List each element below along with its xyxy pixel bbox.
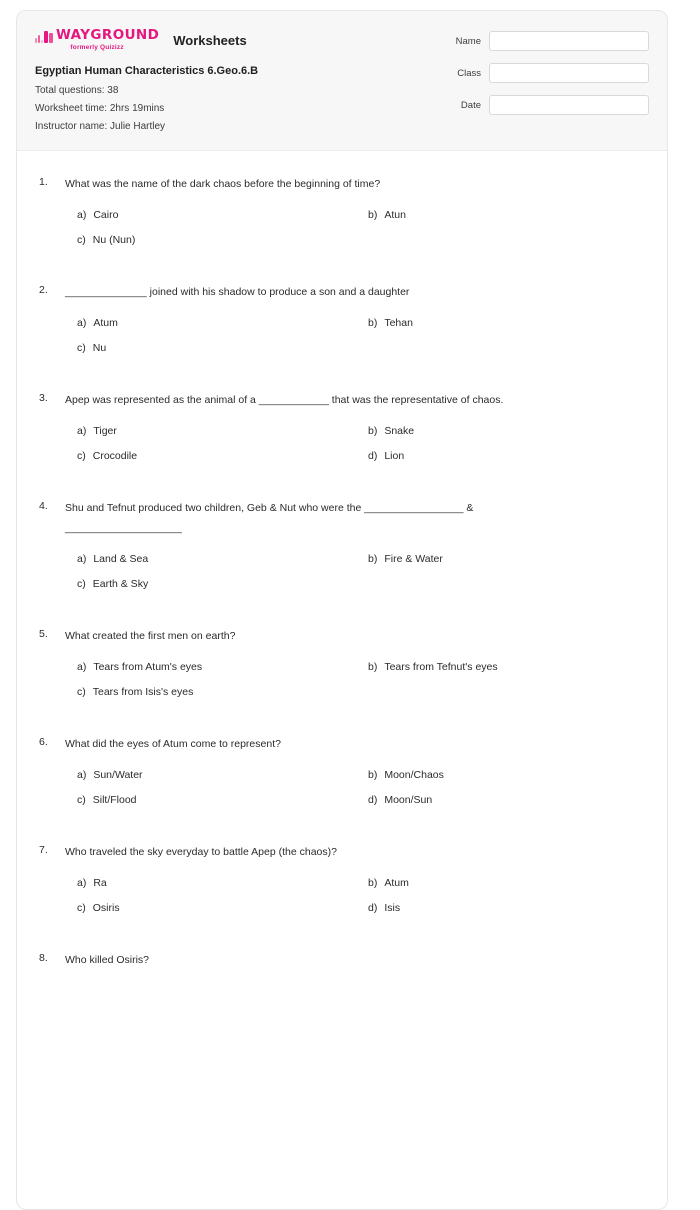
option-text: Tears from Tefnut's eyes xyxy=(384,660,498,673)
question-item xyxy=(39,283,645,367)
question-head xyxy=(39,735,645,755)
question-number: 7. xyxy=(39,843,48,856)
question-text: What was the name of the dark chaos before the beginning of time? xyxy=(65,178,381,190)
question-text: Apep was represented as the animal of a ____________ that was the representative of chaos. xyxy=(65,393,504,406)
option-letter: d) xyxy=(368,793,378,806)
option-letter: c) xyxy=(77,449,86,462)
option-item[interactable] xyxy=(77,794,361,806)
brand-lockup xyxy=(35,29,159,43)
option-item[interactable] xyxy=(77,769,361,781)
class-input[interactable] xyxy=(489,63,649,83)
option-text: Atum xyxy=(384,876,409,889)
option-item[interactable] xyxy=(361,769,645,781)
question-text: ______________ joined with his shadow to produce a son and a daughter xyxy=(65,285,410,298)
worksheet-time-text: Worksheet time: 2hrs 19mins xyxy=(35,103,165,114)
question-item xyxy=(39,175,645,259)
option-item[interactable] xyxy=(361,317,645,329)
option-list xyxy=(39,769,645,819)
option-item[interactable] xyxy=(77,578,361,590)
name-field-label: Name xyxy=(455,35,481,47)
option-text: Fire & Water xyxy=(384,552,443,565)
option-text: Crocodile xyxy=(92,449,138,462)
question-head xyxy=(39,283,645,303)
option-text: Land & Sea xyxy=(93,552,149,565)
question-text: Who traveled the sky everyday to battle Apep (the chaos)? xyxy=(65,845,337,858)
student-info-form xyxy=(451,27,649,115)
option-text: Moon/Chaos xyxy=(384,768,444,781)
option-list xyxy=(39,317,645,367)
option-text: Isis xyxy=(384,901,401,914)
question-item xyxy=(39,735,645,819)
option-item[interactable] xyxy=(361,877,645,889)
question-number: 8. xyxy=(39,951,48,964)
question-head xyxy=(39,951,645,971)
question-item xyxy=(39,951,645,971)
option-letter: d) xyxy=(368,901,378,914)
option-list xyxy=(39,425,645,475)
option-text: Tears from Atum's eyes xyxy=(93,660,203,673)
option-text: Ra xyxy=(93,876,107,889)
option-letter: d) xyxy=(368,449,378,462)
worksheets-label: Worksheets xyxy=(173,32,247,48)
worksheet-title: Egyptian Human Characteristics 6.Geo.6.B xyxy=(35,65,259,77)
option-list xyxy=(39,877,645,927)
option-letter: a) xyxy=(77,424,87,437)
option-letter: b) xyxy=(368,660,378,673)
instructor-name-text: Instructor name: Julie Hartley xyxy=(35,121,166,132)
question-number: 4. xyxy=(39,499,48,512)
option-text: Moon/Sun xyxy=(384,793,433,806)
option-letter: a) xyxy=(77,316,87,329)
name-field-row xyxy=(451,31,649,51)
question-head xyxy=(39,175,645,195)
question-number: 2. xyxy=(39,283,48,296)
option-item[interactable] xyxy=(77,317,361,329)
question-text: Shu and Tefnut produced two children, Geb & Nut who were the _________________ & ____________________ xyxy=(65,501,474,534)
brand-row xyxy=(35,29,258,51)
option-text: Tiger xyxy=(93,424,117,437)
wave-bars-icon xyxy=(35,31,53,43)
option-item[interactable] xyxy=(361,902,645,914)
option-text: Sun/Water xyxy=(93,768,143,781)
option-item[interactable] xyxy=(77,686,361,698)
option-item[interactable] xyxy=(77,342,361,354)
option-item[interactable] xyxy=(361,209,645,221)
option-text: Tehan xyxy=(384,316,413,329)
option-text: Nu xyxy=(92,341,107,354)
name-input[interactable] xyxy=(489,31,649,51)
option-text: Earth & Sky xyxy=(92,577,149,590)
option-letter: a) xyxy=(77,660,87,673)
question-text: What did the eyes of Atum come to represent? xyxy=(65,737,281,750)
date-input[interactable] xyxy=(489,95,649,115)
option-text: Cairo xyxy=(93,208,119,221)
option-letter: a) xyxy=(77,768,87,781)
option-list xyxy=(39,661,645,711)
option-item[interactable] xyxy=(361,794,645,806)
option-item[interactable] xyxy=(77,450,361,462)
class-field-label: Class xyxy=(457,67,481,79)
question-head xyxy=(39,627,645,647)
question-number: 3. xyxy=(39,391,48,404)
question-item xyxy=(39,843,645,927)
option-letter: c) xyxy=(77,233,86,246)
option-letter: b) xyxy=(368,552,378,565)
option-text: Silt/Flood xyxy=(92,793,137,806)
question-item xyxy=(39,627,645,711)
option-letter: b) xyxy=(368,208,378,221)
option-text: Atun xyxy=(384,208,406,221)
option-item[interactable] xyxy=(361,661,645,673)
worksheet-header xyxy=(17,11,667,151)
question-list xyxy=(17,151,667,1034)
header-left xyxy=(35,27,258,132)
option-letter: c) xyxy=(77,685,86,698)
option-text: Nu (Nun) xyxy=(92,233,136,246)
date-field-label: Date xyxy=(460,99,481,111)
question-text: Who killed Osiris? xyxy=(65,953,150,966)
option-item[interactable] xyxy=(77,234,361,246)
option-list xyxy=(39,553,645,603)
option-letter: a) xyxy=(77,208,87,221)
question-item xyxy=(39,391,645,475)
option-item[interactable] xyxy=(361,425,645,437)
option-text: Tears from Isis's eyes xyxy=(92,685,194,698)
question-text: What created the first men on earth? xyxy=(65,629,236,642)
option-list xyxy=(39,209,645,259)
option-item[interactable] xyxy=(77,553,361,565)
option-letter: c) xyxy=(77,341,86,354)
question-head xyxy=(39,391,645,411)
option-text: Snake xyxy=(384,424,415,437)
option-item[interactable] xyxy=(77,902,361,914)
option-text: Atum xyxy=(93,316,118,329)
option-letter: a) xyxy=(77,876,87,889)
date-field-row xyxy=(451,95,649,115)
option-item[interactable] xyxy=(361,450,645,462)
question-head xyxy=(39,499,645,539)
brand-tagline: formerly Quizizz xyxy=(70,43,124,51)
option-item[interactable] xyxy=(77,209,361,221)
option-letter: c) xyxy=(77,793,86,806)
option-item[interactable] xyxy=(77,425,361,437)
class-field-row xyxy=(451,63,649,83)
brand-logo xyxy=(35,29,159,51)
option-item[interactable] xyxy=(77,661,361,673)
option-letter: b) xyxy=(368,316,378,329)
question-head xyxy=(39,843,645,863)
option-item[interactable] xyxy=(77,877,361,889)
option-letter: a) xyxy=(77,552,87,565)
option-letter: c) xyxy=(77,577,86,590)
option-letter: b) xyxy=(368,424,378,437)
brand-name: WAYGROUND xyxy=(56,27,160,43)
option-letter: b) xyxy=(368,768,378,781)
question-number: 1. xyxy=(39,176,48,188)
option-text: Lion xyxy=(384,449,405,462)
option-letter: b) xyxy=(368,876,378,889)
worksheet-page xyxy=(16,10,668,1210)
question-item xyxy=(39,499,645,603)
option-letter: c) xyxy=(77,901,86,914)
option-item[interactable] xyxy=(361,553,645,565)
total-questions-text: Total questions: 38 xyxy=(35,85,119,96)
option-text: Osiris xyxy=(92,901,120,914)
question-number: 5. xyxy=(39,627,48,640)
question-number: 6. xyxy=(39,735,48,748)
